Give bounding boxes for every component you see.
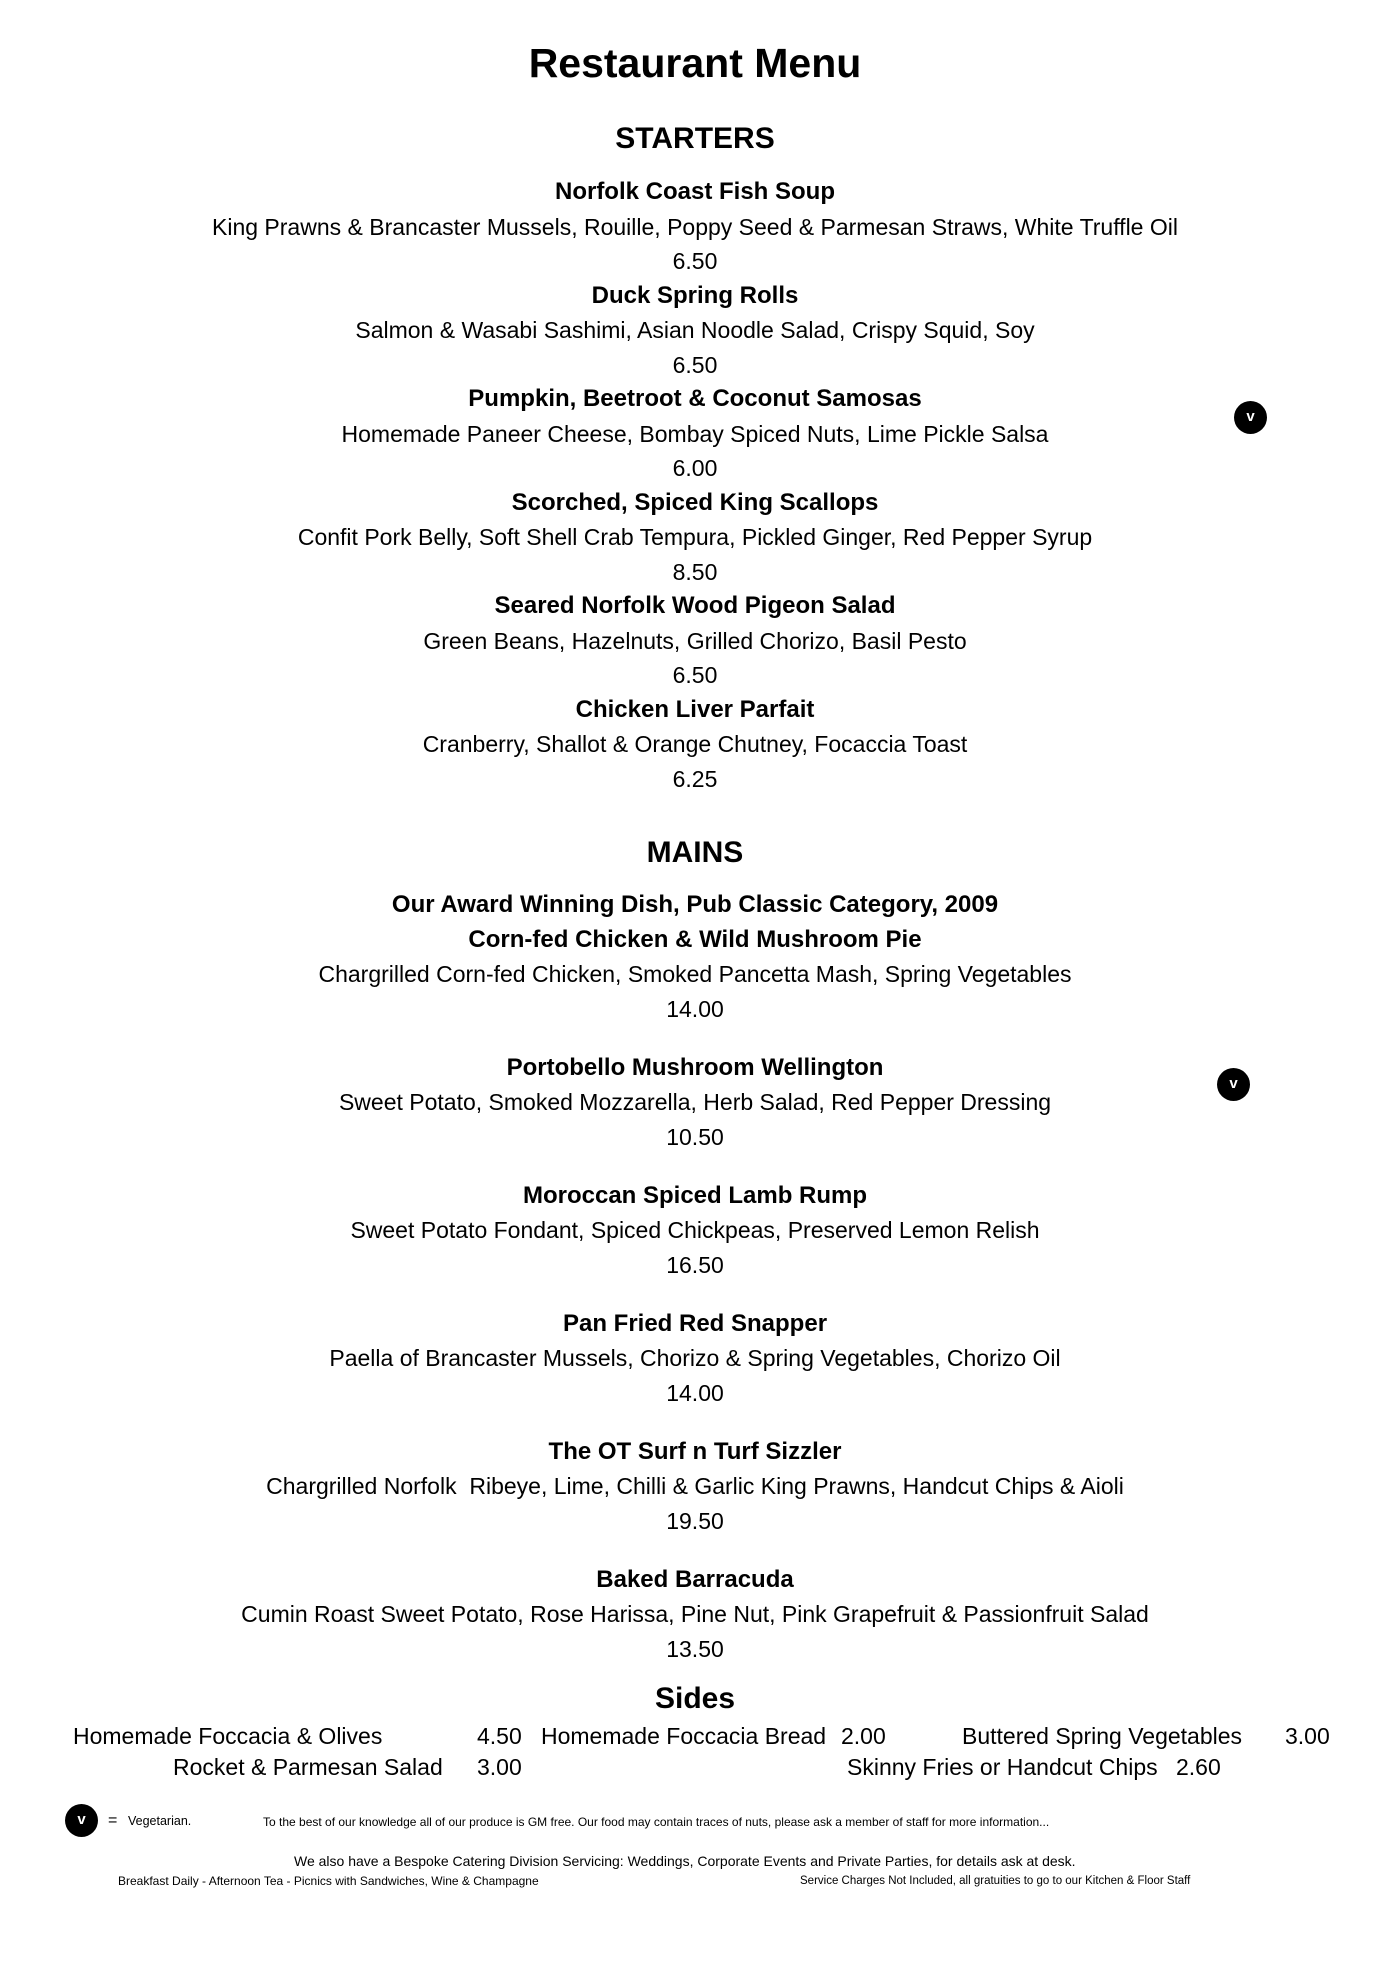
item-description: Cranberry, Shallot & Orange Chutney, Focaccia Toast	[422, 731, 968, 757]
item-name: Duck Spring Rolls	[591, 281, 799, 309]
menu-item	[0, 1435, 1390, 1539]
item-price: 6.25	[672, 765, 718, 792]
starters-list	[0, 175, 1390, 796]
item-price: 6.50	[672, 351, 718, 378]
item-name: Pan Fried Red Snapper	[562, 1309, 828, 1337]
legend-label: Vegetarian.	[128, 1814, 192, 1828]
menu-item	[0, 175, 1390, 279]
starters-heading: STARTERS	[615, 122, 775, 155]
item-description: Paella of Brancaster Mussels, Chorizo & Spring Vegetables, Chorizo Oil	[329, 1345, 1061, 1371]
item-price: 14.00	[666, 1379, 724, 1406]
item-price: 13.50	[666, 1635, 724, 1662]
item-description: Cumin Roast Sweet Potato, Rose Harissa, Pine Nut, Pink Grapefruit & Passionfruit Salad	[241, 1601, 1149, 1627]
side-name: Buttered Spring Vegetables	[962, 1723, 1243, 1749]
item-price: 8.50	[672, 558, 718, 585]
menu-item	[0, 1179, 1390, 1283]
item-name: Baked Barracuda	[596, 1565, 794, 1593]
vegetarian-badge-icon: v	[1234, 401, 1267, 434]
side-price: 3.00	[1285, 1723, 1330, 1749]
mains-heading: MAINS	[646, 836, 744, 869]
item-price: 14.00	[666, 995, 724, 1022]
item-price: 6.00	[672, 455, 718, 481]
item-price: 6.50	[672, 248, 718, 274]
item-price: 16.50	[666, 1251, 724, 1278]
menu-item	[0, 382, 1390, 486]
menu-item	[0, 1307, 1390, 1411]
menu-item	[0, 1563, 1390, 1667]
item-name: Chicken Liver Parfait	[575, 695, 815, 723]
catering-note: We also have a Bespoke Catering Division Servicing: Weddings, Corporate Events and Private Parties, for details ask at desk.	[294, 1853, 1076, 1869]
item-award-note: Our Award Winning Dish, Pub Classic Category, 2009	[391, 891, 999, 918]
menu-item	[0, 279, 1390, 383]
mains-list	[0, 888, 1390, 1691]
item-price: 6.50	[672, 662, 718, 688]
item-description: Chargrilled Norfolk Ribeye, Lime, Chilli & Garlic King Prawns, Handcut Chips & Aioli	[266, 1473, 1124, 1499]
item-name: Portobello Mushroom Wellington	[506, 1053, 884, 1081]
item-name: Pumpkin, Beetroot & Coconut Samosas	[468, 385, 922, 412]
item-name: Norfolk Coast Fish Soup	[554, 178, 835, 205]
side-name: Homemade Foccacia & Olives	[73, 1723, 383, 1749]
side-price: 2.60	[1176, 1754, 1221, 1780]
menu-item	[0, 589, 1390, 693]
item-description: Salmon & Wasabi Sashimi, Asian Noodle Salad, Crispy Squid, Soy	[355, 317, 1035, 343]
item-description: Homemade Paneer Cheese, Bombay Spiced Nuts, Lime Pickle Salsa	[341, 420, 1049, 447]
menu-item	[0, 486, 1390, 590]
item-name: Corn-fed Chicken & Wild Mushroom Pie	[468, 925, 922, 953]
services-note: Breakfast Daily - Afternoon Tea - Picnics with Sandwiches, Wine & Champagne	[118, 1874, 539, 1888]
item-description: Sweet Potato Fondant, Spiced Chickpeas, Preserved Lemon Relish	[350, 1217, 1040, 1243]
service-charges-note: Service Charges Not Included, all gratuities to go to our Kitchen & Floor Staff	[800, 1875, 1191, 1887]
sides-heading: Sides	[654, 1682, 736, 1715]
item-description: Sweet Potato, Smoked Mozzarella, Herb Salad, Red Pepper Dressing	[338, 1089, 1052, 1115]
item-description: Confit Pork Belly, Soft Shell Crab Tempura, Pickled Ginger, Red Pepper Syrup	[297, 524, 1093, 550]
menu-item	[0, 693, 1390, 797]
item-name: Moroccan Spiced Lamb Rump	[522, 1181, 868, 1209]
side-name: Rocket & Parmesan Salad	[173, 1754, 443, 1780]
menu-item	[0, 888, 1390, 1026]
side-name: Skinny Fries or Handcut Chips	[847, 1754, 1158, 1780]
item-name: The OT Surf n Turf Sizzler	[548, 1437, 842, 1465]
item-description: Green Beans, Hazelnuts, Grilled Chorizo, Basil Pesto	[423, 627, 967, 654]
side-price: 3.00	[477, 1754, 522, 1780]
item-name: Seared Norfolk Wood Pigeon Salad	[494, 592, 896, 619]
menu-title: Restaurant Menu	[528, 40, 862, 86]
side-price: 2.00	[841, 1723, 886, 1749]
legend-equals: =	[108, 1812, 118, 1829]
side-price: 4.50	[477, 1723, 522, 1749]
menu-item	[0, 1051, 1390, 1155]
vegetarian-badge-icon: v	[65, 1804, 98, 1837]
item-description: King Prawns & Brancaster Mussels, Rouille, Poppy Seed & Parmesan Straws, White Truffle Oil	[212, 213, 1178, 240]
allergy-disclaimer: To the best of our knowledge all of our produce is GM free. Our food may contain traces of nuts, please ask a member of staff for more information...	[263, 1815, 1050, 1829]
item-name: Scorched, Spiced King Scallops	[511, 488, 879, 516]
side-name: Homemade Foccacia Bread	[541, 1723, 827, 1749]
item-price: 10.50	[666, 1123, 724, 1150]
vegetarian-badge-icon: v	[1217, 1068, 1250, 1101]
item-description: Chargrilled Corn-fed Chicken, Smoked Pancetta Mash, Spring Vegetables	[318, 961, 1072, 987]
item-price: 19.50	[666, 1507, 724, 1534]
